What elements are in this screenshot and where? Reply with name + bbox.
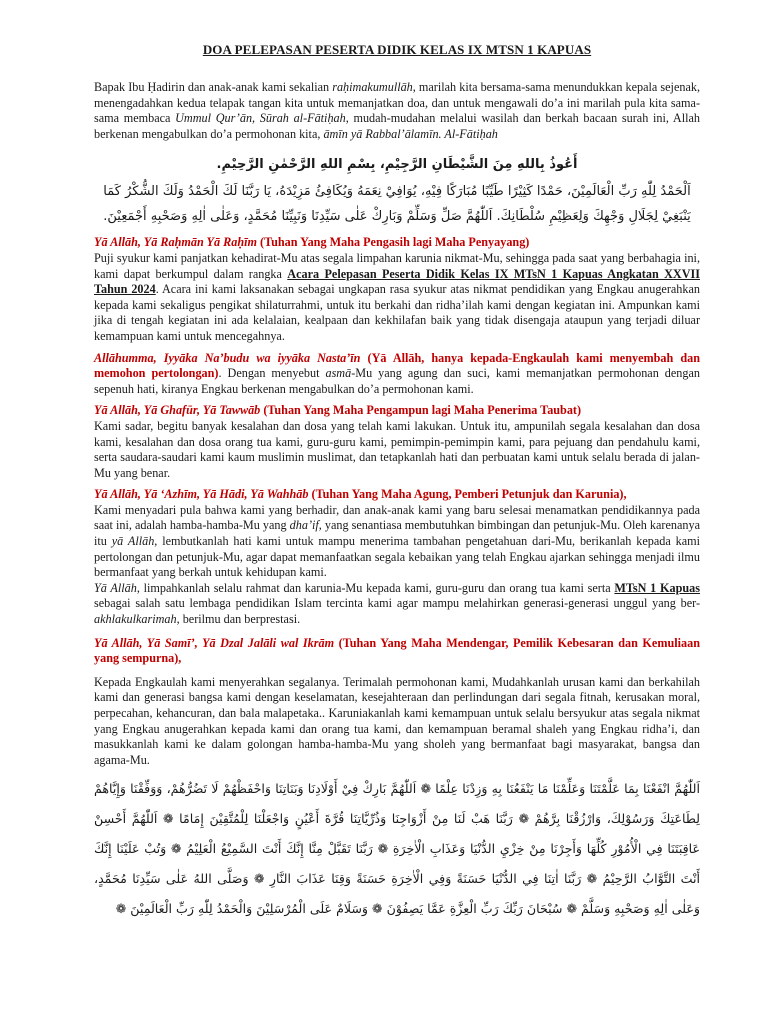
section-heading: Yā Allāh, Yā Samī’, Yā Dzal Jalāli wal Ikrām (Tuhan Yang Maha Mendengar, Pemilik Kebesaran dan Kemuliaan yang sempurna), [94,635,700,666]
section-body-2: Yā Allāh, limpahkanlah selalu rahmat dan karunia-Mu kepada kami, guru-guru dan orang tua kami serta MTsN 1 Kapuas sebagai salah satu lembaga pendidikan Islam tercinta kami agar mampu melahirkan generasi-generasi unggul yang ber-akhlakulkarimah, berilmu dan berprestasi. [94,580,700,627]
arabic-closing-prayer: اَللّٰهُمَّ انْفَعْنَا بِمَا عَلَّمْتَنَا وَعَلِّمْنَا مَا يَنْفَعُنَا بِهِ وَزِدْنَا عِلْمًا ❁ اَللّٰهُمَّ بَارِكْ فِيْ أَوْلَادِنَا وَبَنَاتِنَا وَاحْفَظْهُمْ لَا تَضُرُّهُمْ، وَوَفِّقْنَا وَإِيَّاهُمْ لِطَاعَتِكَ وَرَسُوْلِكَ، وَارْزُقْنَا بِرَّهُمْ ❁ رَبَّنَا هَبْ لَنَا مِنْ أَزْوَاجِنَا وَذُرِّيَّاتِنَا قُرَّةَ أَعْيُنٍ وَاجْعَلْنَا لِلْمُتَّقِيْنَ إِمَامًا ❁ اَللّٰهُمَّ أَحْسِنْ عَاقِبَتَنَا فِي الْأُمُوْرِ كُلِّهَا وَأَجِرْنَا مِنْ خِزْيِ الدُّنْيَا وَعَذَابِ الْاٰخِرَةِ ❁ رَبَّنَا تَقَبَّلْ مِنَّا إِنَّكَ أَنْتَ السَّمِيْعُ الْعَلِيْمُ ❁ وَتُبْ عَلَيْنَا إِنَّكَ أَنْتَ التَّوَّابُ الرَّحِيْمُ ❁ رَبَّنَا اٰتِنَا فِي الدُّنْيَا حَسَنَةً وَفِي الْاٰخِرَةِ حَسَنَةً وَقِنَا عَذَابَ النَّارِ ❁ وَصَلَّى اللهُ عَلٰى سَيِّدِنَا مُحَمَّدٍ، وَعَلٰى اٰلِهِ وَصَحْبِهِ وَسَلَّمْ ❁ سُبْحَانَ رَبِّكَ رَبِّ الْعِزَّةِ عَمَّا يَصِفُوْنَ ❁ وَسَلَامٌ عَلَى الْمُرْسَلِيْنَ وَالْحَمْدُ لِلّٰهِ رَبِّ الْعَالَمِيْنَ ❁ [94,781,700,917]
document-page [94,36,700,924]
section-ghafur-tawwab [94,403,700,481]
document-title: DOA PELEPASAN PESERTA DIDIK KELAS IX MTSN 1 KAPUAS [202,42,592,57]
section-heading: Yā Allāh, Yā Raḥmān Yā Raḥīm (Tuhan Yang Maha Pengasih lagi Maha Penyayang) [94,235,530,250]
arabic-hamdalah-shalawat: اَلْحَمْدُ لِلّٰهِ رَبِّ الْعَالَمِيْنَ، حَمْدًا كَثِيْرًا طَيِّبًا مُبَارَكًا فِيْهِ، يُوَافِيْ نِعَمَهُ وَيُكَافِئُ مَزِيْدَهُ، يَا رَبَّنَا لَكَ الْحَمْدُ وَلَكَ الشُّكْرُ كَمَا يَنْبَغِيْ لِجَلَالِ وَجْهِكَ وَلِعَظِيْمِ سُلْطَانِكَ. اَللّٰهُمَّ صَلِّ وَسَلِّمْ وَبَارِكْ عَلٰى سَيِّدِنَا وَنَبِيِّنَا مُحَمَّدٍ، وَعَلٰى اٰلِهِ وَصَحْبِهِ أَجْمَعِيْنَ. [103,184,691,225]
section-body: Kami menyadari pula bahwa kami yang berhadir, dan anak-anak kami yang baru selesai menamatkan pendidikannya pada saat ini, adalah hamba-hamba-Mu yang dha’if, yang senantiasa membutuhkan bimbingan dan petunjuk-Mu. Oleh karenanya itu yā Allāh, lembutkanlah hati kami untuk mampu menerima tambahan pengetahuan dari-Mu, berikanlah kepada kami pertolongan dan petunjuk-Mu, agar dapat memanfaatkan segala kebaikan yang telah Engkau ajarkan sehingga menjadi ilmu bermanfaat yang berkah untuk kehidupan kami. [94,502,701,580]
section-iyyaka-nabudu [94,351,700,398]
section-rahman-rahim [94,235,700,344]
section-body: Allāhumma, Iyyāka Na’budu wa iyyāka Nasta’īn (Yā Allāh, hanya kepada-Engkaulah kami menyembah dan memohon pertolongan). Dengan menyebut asmā-Mu yang agung dan suci, kami memanjatkan permohonan dengan sepenuh hati, kiranya Engkau berkenan mengabulkan do’a permohonan kami. [94,350,700,396]
section-azhim-hadi-wahhab [94,487,700,627]
section-heading: Yā Allāh, Yā ‘Azhīm, Yā Hādi, Yā Wahhāb (Tuhan Yang Maha Agung, Pemberi Petunjuk dan Karunia), [94,487,627,502]
section-body: Puji syukur kami panjatkan kehadirat-Mu atas segala limpahan karunia nikmat-Mu, sehingga pada saat yang berbahagia ini, kami dapat berkumpul dalam rangka Acara Pelepasan Peserta Didik Kelas IX MTsN 1 Kapuas Angkatan XXVII Tahun 2024. Acara ini kami laksanakan sebagai ungkapan rasa syukur atas nikmat pendidikan yang Engkau anugerahkan kepada kami sekaligus pengikat shilaturrahmi, untuk itu berkahi dan ridha’ilah kami dengan kegiatan ini. Ampunkan kami jika di tengah kegiatan ini ada kelalaian, kealpaan dan kekhilafan baik yang tidak disengaja ataupun yang terjadi diluar kemampuan kami untuk mencegahnya. [94,250,700,343]
section-heading: Yā Allāh, Yā Ghafūr, Yā Tawwāb (Tuhan Yang Maha Pengampun lagi Maha Penerima Taubat) [94,403,582,418]
section-sami-jalal [94,636,700,769]
section-body: Kami sadar, begitu banyak kesalahan dan dosa yang telah kami lakukan. Untuk itu, ampunilah segala kesalahan dan dosa kami, kesalahan dan dosa orang tua kami, guru-guru kami, pemimpin-pemimpin kami, para pejuang dan pendahulu kami, serta saudara-saudari kami kaum muslimin muslimat, dan tetapkanlah hati dan perbuatan kami untuk selalu berada di jalan-Mu yang benar. [94,418,700,480]
section-body: Kepada Engkaulah kami menyerahkan segalanya. Terimalah permohonan kami, Mudahkanlah urusan kami dan berkahilah kami dan generasi bangsa kami dengan keselamatan, kesejahteraan dan perlindungan dari segala fitnah, kerusakan moral, perpecahan, kehancuran, dan bala malapetaka.. Karuniakanlah kami kemampuan untuk selalu bersyukur atas segala nikmat yang Engkau anugerahkan kepada kami dan orang tua kami, dan kemampuan beramal shaleh yang Engkau ridha’i, dan masukkanlah kami ke dalam golongan hamba-hamba-Mu yang sholeh yang bermanfaat bagi masyarakat, bangsa dan agama-Mu. [94,674,700,767]
intro-paragraph: Bapak Ibu Ḥadirin dan anak-anak kami sekalian raḥimakumullāh, marilah kita bersama-sama menundukkan kepala sejenak, menengadahkan kedua telapak tangan kita untuk memanjatkan doa, dan untuk mengawali do’a ini marilah pula kita sama-sama membaca Ummul Qur’ān, Sūrah al-Fātiḥah, mudah-mudahan melalui wasilah dan berkah bacaan surah ini, Allah berkenan mengabulkan do’a permohonan kita, āmīn yā Rabbal’ālamīn. Al-Fātiḥah [94,80,700,141]
arabic-taawudz-basmalah: أَعُوذُ بِاللهِ مِنَ الشَّيْطَانِ الرَّجِيْمِ، بِسْمِ اللهِ الرَّحْمٰنِ الرَّحِيْمِ. [216,157,578,173]
